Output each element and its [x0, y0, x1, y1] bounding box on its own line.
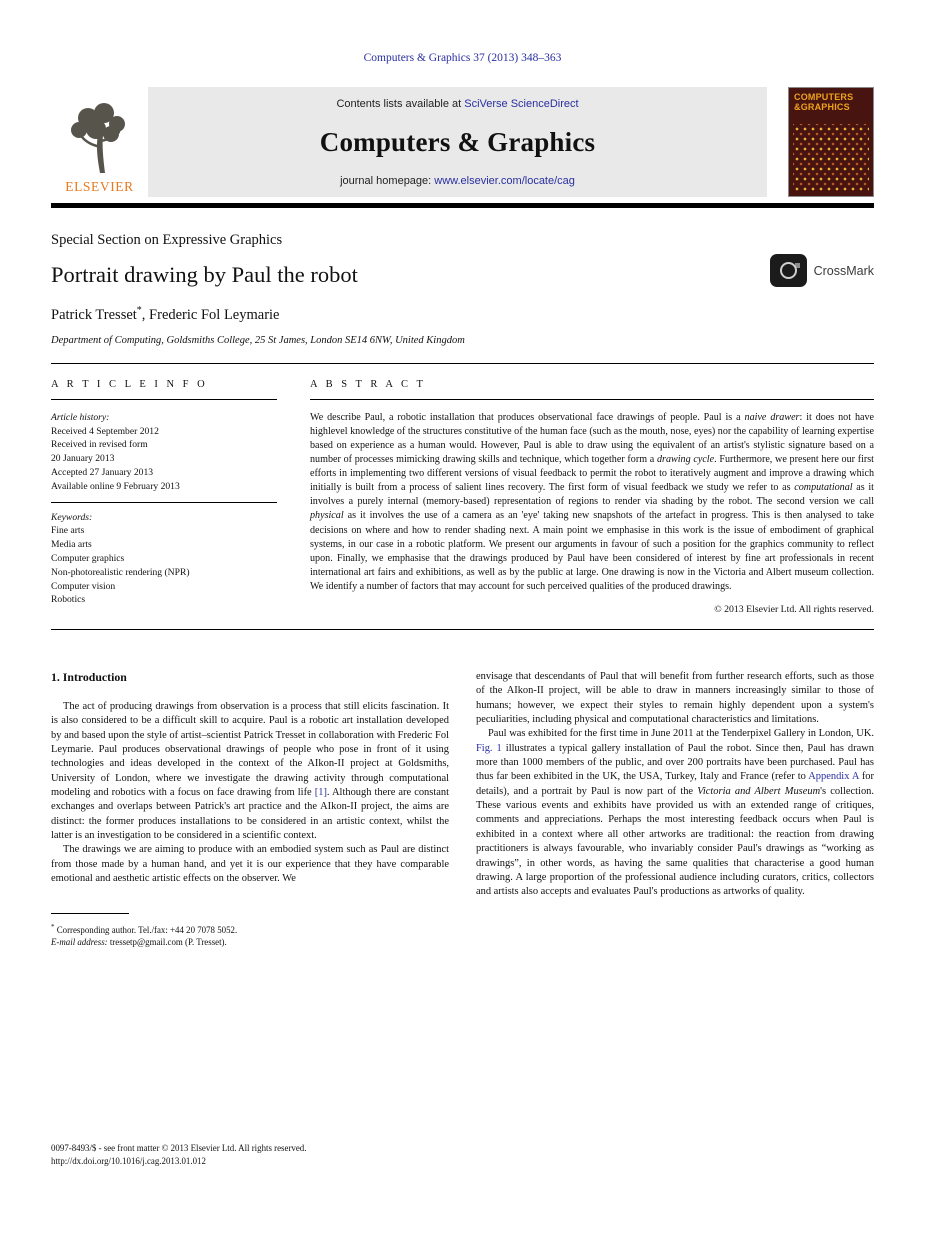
imprint-block	[51, 1142, 306, 1168]
history-line: Received in revised form	[51, 439, 148, 451]
author-2: , Frederic Fol Leymarie	[141, 306, 280, 323]
article-info-abstract-block	[51, 363, 874, 630]
body-column-left	[51, 670, 449, 948]
keywords-label: Keywords:	[51, 511, 93, 523]
journal-masthead-title: Computers & Graphics	[319, 127, 596, 157]
appendix-a-link[interactable]: Appendix A	[808, 771, 859, 783]
article-info-heading: A R T I C L E I N F O	[51, 379, 277, 400]
text-segment: We describe Paul, a robotic installation that produces observational face drawings of people. Paul is a	[310, 411, 745, 423]
text-segment: Paul was exhibited for the first time in June 2011 at the Tenderpixel Gallery in London, UK.	[488, 728, 874, 740]
italic-term: physical	[310, 510, 344, 522]
footnote-block	[51, 913, 449, 949]
email-address[interactable]: tressetp@gmail.com (P. Tresset).	[107, 936, 227, 947]
email-note	[51, 936, 449, 949]
abstract-heading: A B S T R A C T	[310, 379, 874, 400]
text-segment: illustrates a typical gallery installation of Paul the robot. Since then, Paul has drawn more than 1000 members of the public, and over 200 portraits have been purchased. Paul has thus far been exhibited in the UK, the USA, Turkey, Italy and France (refer to	[476, 742, 874, 783]
cover-title-line1: COMPUTERS	[794, 92, 854, 102]
history-line: 20 January 2013	[51, 453, 115, 465]
text-segment: as it involves the use of a camera as an 'eye' taking new snapshots of the artefact in progress. This is then analysed to take decisions on where and how to render shading next. A main point we emphasise in this work is the issue of embodiment of graphical systems, in our case in a robotic platform. We present our arguments in favour of such a position for the graphics community to reflect upon. Finally, we emphasise that the drawings produced by Paul have been considered of interest by fine art professionals in recent international art fairs and exhibitions, as well as by the public at large. One drawing is now in the Victoria and Albert museum collection. We identify a number of factors that may account for such perceived qualities of the produced drawings.	[310, 510, 874, 592]
intro-paragraph-1	[51, 700, 449, 843]
intro-paragraph-3: envisage that descendants of Paul that will benefit from further research efforts, such as those of the AIkon-II project, will be able to draw in manners increasingly similar to those of humans; however, we expect their styles to remain highly dependent upon a system's peculiarities, including physical and computational characteristics and limitations.	[476, 671, 874, 726]
text-segment: : it does not have highlevel knowledge of the structures constitutive of the human face (such as the mouth, nose, eyes) nor the capability of learning expertise based on experience as a human would. However, Paul is able to draw using the equivalent of an artist's stylistic signature based on a number of processes mimicking drawing skills and technique, which together form a	[310, 411, 874, 466]
history-line: Received 4 September 2012	[51, 425, 159, 437]
text-segment: Corresponding author. Tel./fax: +44 20 7078 5052.	[54, 924, 238, 935]
masthead-rule	[51, 203, 874, 208]
citation-1-link[interactable]: [1]	[314, 787, 327, 799]
masthead-panel	[148, 87, 767, 197]
title-block	[51, 232, 874, 346]
article-body	[51, 670, 874, 948]
corresponding-author-note	[51, 921, 449, 936]
history-line: Available online 9 February 2013	[51, 480, 180, 492]
sciverse-sciencedirect-link[interactable]: SciVerse ScienceDirect	[464, 98, 579, 110]
italic-term: computational	[794, 482, 853, 494]
intro-paragraph-4	[476, 727, 874, 899]
keyword: Computer graphics	[51, 553, 125, 564]
contents-prefix: Contents lists available at	[336, 98, 465, 110]
text-segment: The act of producing drawings from observation is a process that still elicits fascination. It is also considered to be a difficult skill to acquire. Paul is a robotic art installation developed by and based upon the style of artist–scientist Patrick Tresset in collaboration with Frederic Fol Leymarie. Paul produces observational drawings of people who pose in front of it using technologies and ideas developed in the context of the AIkon-II project at Goldsmiths, University of London, where we investigate the drawing activity through computational modeling and robotics with a focus on face drawing from life	[51, 701, 449, 799]
cover-art-pattern	[793, 124, 869, 191]
section-1-heading: 1. Introduction	[51, 670, 127, 685]
contents-line	[148, 98, 767, 110]
keyword: Robotics	[51, 594, 86, 606]
elsevier-wordmark: ELSEVIER	[65, 179, 134, 194]
email-label: E-mail address:	[51, 936, 108, 947]
abstract-text	[310, 411, 874, 594]
keywords-list	[51, 524, 277, 607]
doi-line[interactable]: http://dx.doi.org/10.1016/j.cag.2013.01.012	[51, 1156, 206, 1166]
article-history-label: Article history:	[51, 411, 110, 423]
italic-term: Victoria and Albert Museum	[697, 785, 821, 797]
keyword: Non-photorealistic rendering (NPR)	[51, 566, 190, 578]
elsevier-tree-icon	[65, 101, 135, 177]
keyword: Computer vision	[51, 580, 116, 592]
special-section-label: Special Section on Expressive Graphics	[51, 232, 283, 248]
cover-title	[789, 88, 873, 113]
article-info-column	[51, 379, 277, 615]
intro-paragraph-2: The drawings we are aiming to produce with an embodied system such as Paul are distinct from those made by a human hand, and yet it is our experience that they have comparable emotional and aesthetic artistic effects on the observer. We	[51, 844, 449, 885]
journal-homepage-link[interactable]: www.elsevier.com/locate/cag	[434, 175, 575, 187]
homepage-prefix: journal homepage:	[340, 175, 435, 187]
crossmark-label: CrossMark	[813, 263, 874, 278]
history-line: Accepted 27 January 2013	[51, 467, 154, 479]
text-segment: 's collection. These various events and exhibits have provided us with an extended range of critiques, comments and appreciations. Perhaps the most interesting feedback occurs when Paul is exhibited in a context where all other artworks are traditional: the reaction from drawing practitioners is always favourable, who invariably consider Paul's drawings as “working as drawings”, in other words, as having the same qualities that characterise a good human drawing. A large proportion of the professional audience including curators, critics, collectors and artists also accepts and evaluates Paul's productions as artworks of quality.	[476, 785, 875, 898]
footnote-marker: *	[51, 922, 55, 931]
fig-1-link[interactable]: Fig. 1	[476, 742, 502, 754]
text-segment: . Although there are constant exchanges and overlaps between Patrick's art practice and the AIkon-II project, the aims are distinct: the former produces installations to be considered in an artistic context, whilst the latter is an investigation to be considered in a scientific context.	[51, 787, 449, 842]
italic-term: drawing cycle	[656, 454, 715, 466]
article-history-list	[51, 425, 277, 494]
text-segment: . Furthermore, we present here our first efforts in implementing two different versions of visual feedback to permit the robot to iteratively augment and improve a drawing which initially is built from a process of salient lines recovery. The first form of visual feedback we study we refer to as	[310, 454, 874, 494]
text-segment: for details), and a portrait by Paul is now part of the	[476, 771, 874, 797]
journal-cover-thumbnail[interactable]	[788, 87, 874, 197]
corresponding-author-marker[interactable]: *	[136, 305, 142, 316]
article-title: Portrait drawing by Paul the robot	[51, 262, 358, 287]
keyword: Media arts	[51, 539, 92, 551]
abstract-column	[310, 379, 874, 615]
copyright-line: © 2013 Elsevier Ltd. All rights reserved.	[714, 604, 874, 616]
crossmark-badge[interactable]	[770, 254, 874, 287]
keywords-divider	[51, 502, 277, 503]
issn-line: 0097-8493/$ - see front matter © 2013 Elsevier Ltd. All rights reserved.	[51, 1143, 307, 1153]
body-column-right	[476, 670, 874, 948]
journal-masthead	[51, 87, 874, 197]
journal-citation-link[interactable]: Computers & Graphics 37 (2013) 348–363	[363, 52, 562, 64]
elsevier-logo[interactable]	[51, 87, 148, 197]
author-1: Patrick Tresset	[51, 306, 137, 323]
authors-line	[51, 305, 874, 324]
italic-term: naive drawer	[744, 411, 800, 423]
keyword: Fine arts	[51, 525, 85, 537]
text-segment: as it involves a purely internal (memory-based) representation of regions to render via shading by the robot. The second version we call	[310, 482, 874, 508]
homepage-line	[148, 175, 767, 187]
footnote-rule	[51, 913, 129, 914]
crossmark-icon	[770, 254, 807, 287]
cover-title-line2: &GRAPHICS	[794, 101, 850, 112]
affiliation: Department of Computing, Goldsmiths College, 25 St James, London SE14 6NW, United Kingdom	[51, 334, 465, 346]
